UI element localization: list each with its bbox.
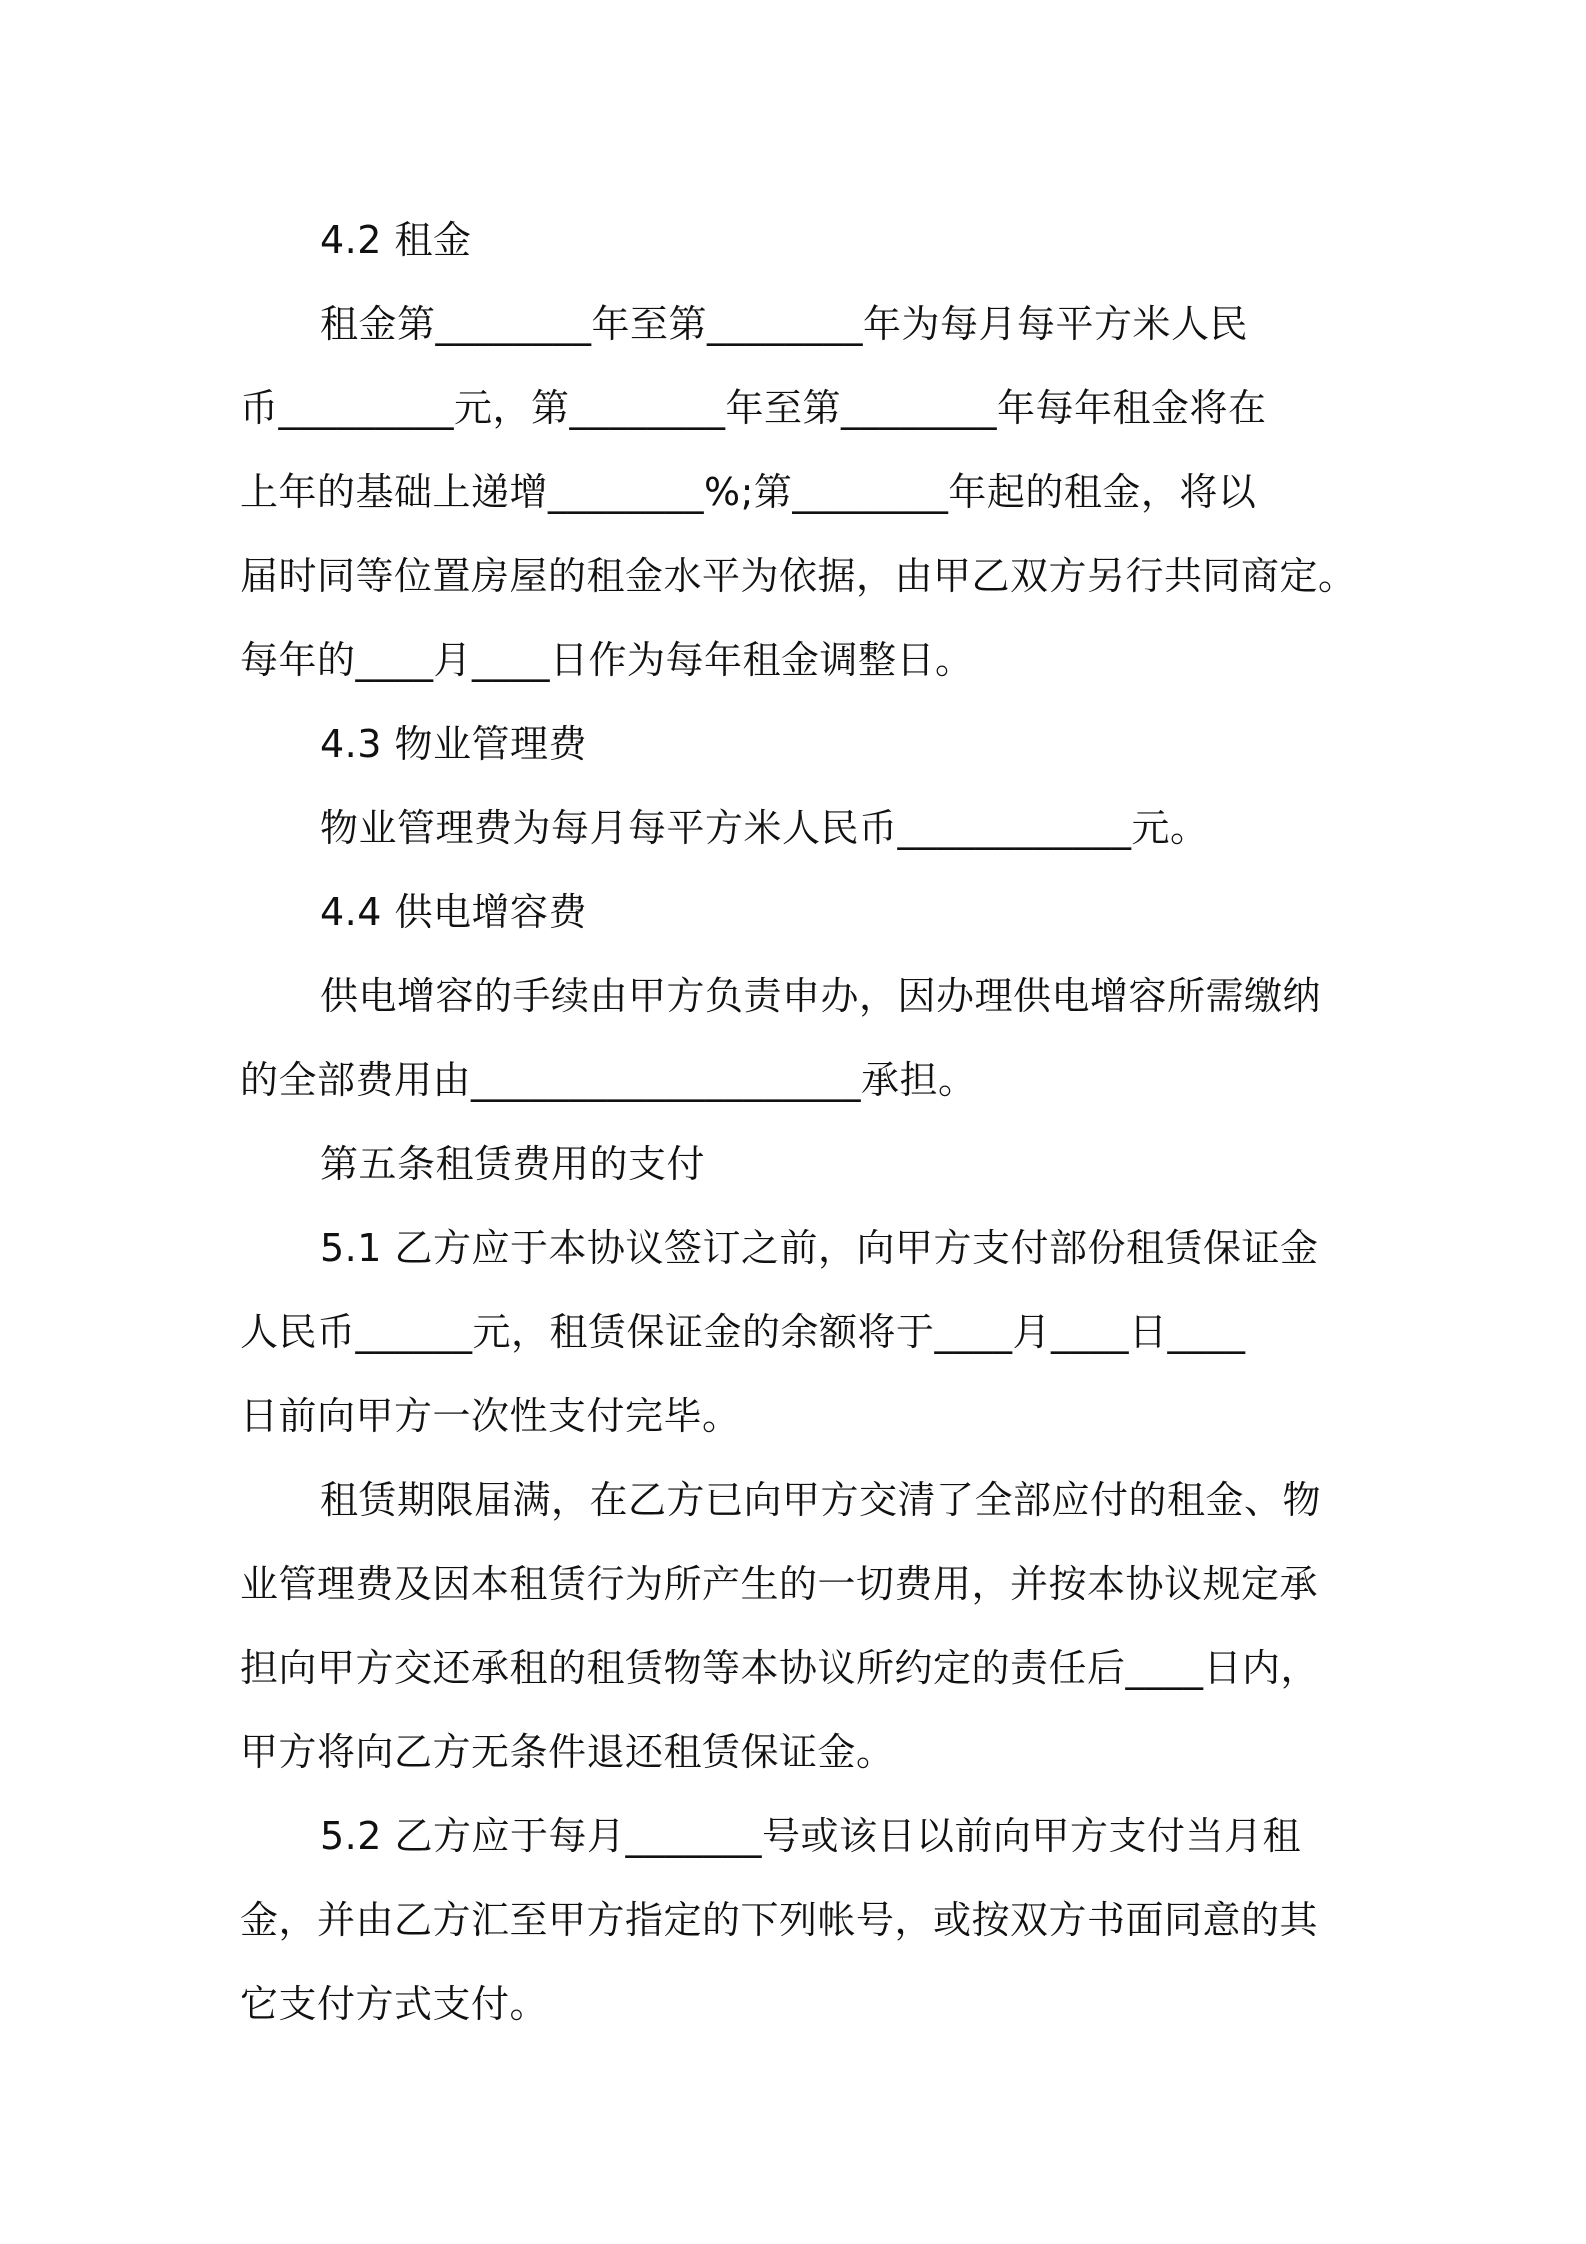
text-line: 上年的基础上递增________%;第________年起的租金，将以 bbox=[240, 470, 1257, 514]
section-heading-power-fee: 4.4 供电增容费 bbox=[320, 890, 588, 934]
text-line: 每年的____月____日作为每年租金调整日。 bbox=[240, 638, 974, 682]
text-line: 它支付方式支付。 bbox=[240, 1982, 549, 2026]
text-line: 5.1 乙方应于本协议签订之前，向甲方支付部份租赁保证金 bbox=[320, 1226, 1319, 1270]
text-line: 担向甲方交还承租的租赁物等本协议所约定的责任后____日内， bbox=[240, 1646, 1320, 1690]
text-line: 日前向甲方一次性支付完毕。 bbox=[240, 1394, 741, 1438]
section-heading-rent: 4.2 租金 bbox=[320, 218, 472, 262]
document-body bbox=[240, 198, 1370, 2046]
text-line: 的全部费用由____________________承担。 bbox=[240, 1058, 977, 1102]
text-line: 金，并由乙方汇至甲方指定的下列帐号，或按双方书面同意的其 bbox=[240, 1898, 1319, 1942]
text-line: 供电增容的手续由甲方负责申办，因办理供电增容所需缴纳 bbox=[320, 974, 1322, 1018]
text-line: 币_________元，第________年至第________年每年租金将在 bbox=[240, 386, 1267, 430]
text-line: 租赁期限届满，在乙方已向甲方交清了全部应付的租金、物 bbox=[320, 1478, 1322, 1522]
text-line: 5.2 乙方应于每月_______号或该日以前向甲方支付当月租 bbox=[320, 1814, 1302, 1858]
text-line: 甲方将向乙方无条件退还租赁保证金。 bbox=[240, 1730, 895, 1774]
text-line: 租金第________年至第________年为每月每平方米人民 bbox=[320, 302, 1249, 346]
text-line: 业管理费及因本租赁行为所产生的一切费用，并按本协议规定承 bbox=[240, 1562, 1319, 1606]
text-line: 届时同等位置房屋的租金水平为依据，由甲乙双方另行共同商定。 bbox=[240, 554, 1357, 598]
text-line: 物业管理费为每月每平方米人民币____________元。 bbox=[320, 806, 1209, 850]
text-line: 人民币______元，租赁保证金的余额将于____月____日____ bbox=[240, 1310, 1246, 1354]
section-heading-property-fee: 4.3 物业管理费 bbox=[320, 722, 588, 766]
article-heading-payment: 第五条租赁费用的支付 bbox=[320, 1142, 706, 1186]
